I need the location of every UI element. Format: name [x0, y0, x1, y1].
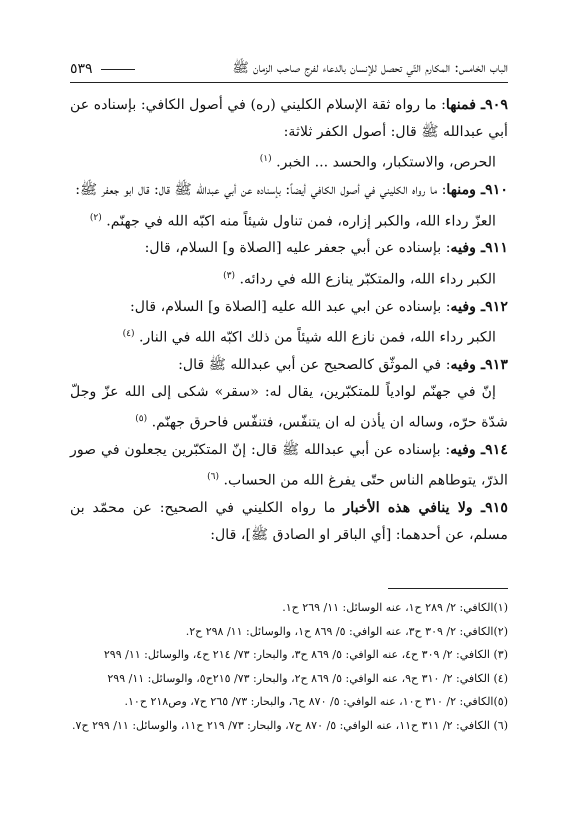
footnote-ref: (٤) [122, 328, 135, 339]
footnote-ref: (٣) [223, 270, 235, 281]
hadith-number: ٩١٢ـ وفيه [450, 298, 508, 315]
paragraph: ٩١١ـ وفيه: بإسناده عن أبي جعفر عليه [الصلاة و] السلام، قال: [144, 240, 508, 257]
footnote-ref: (٦) [207, 472, 219, 483]
paragraph: ٩١٠ـ ومنها: ما رواه الكليني في أصول الكافي أيضاً: بإسناده عن أبي عبدالله ﷺ قال: قال ابو جعفر ﷺ: [75, 182, 508, 199]
paragraph: العزّ رداء الله، والكبر إزاره، فمن تناول شيئاً منه اكبّه الله في جهنّم. $^{(٢)}$ [89, 212, 496, 230]
header-rule [70, 82, 508, 83]
hadith-number: ٩١٠ـ ومنها [446, 182, 508, 199]
footnote-ref: (٥) [135, 414, 148, 425]
footnote-ref: (٢) [89, 212, 102, 223]
paragraph: إنّ في جهنّم لوادياً للمتكبّرين، يقال له: «سقر» شكى إلى الله عزّ وجلّ شدّة حرّه، وساله ان يأذن له ان يتنفّس، فتنفّس فاحرق جهنّم. $^{(٥)}$ [70, 383, 508, 431]
footnote: (١)الكافي: ٢/ ٢٨٩ ح١، عنه الوسائل: ١١/ ٢٦٩ ح١. [282, 601, 508, 614]
footnote-separator [388, 588, 508, 589]
hadith-number: ٩١٥ـ ولا ينافي هذه الأخبار [343, 500, 508, 517]
footnote: (٤) الكافي: ٢/ ٣١٠ ح٩، عنه الوافي: ٥/ ٨٦٩ ح٢، والبحار: ٧٣/ ٢١٥ح٥، والوسائل: ١١/ ٢٩٩ [107, 671, 508, 685]
paragraph: ٩٠٩ـ فمنها: ما رواه ثقة الإسلام الكليني (ره) في أصول الكافي: بإسناده عن أبي عبدالله ﷺ قال: أصول الكفر ثلاثة: [70, 97, 508, 141]
footnotes [70, 596, 508, 737]
paragraph: ٩١٤ـ وفيه: بإسناده عن أبي عبدالله ﷺ قال: إنّ المتكبّرين يجعلون في صور الذرّ، يتوطاهم الناس حتّى يفرغ الله من الحساب. $^{(٦)}$ [70, 442, 508, 490]
paragraph: الحرص، والاستكبار، والحسد ... الخبر. $^{(١)}$ [259, 154, 496, 172]
page-number-group [70, 61, 143, 77]
running-header [70, 58, 508, 80]
footnote: (٦) الكافي: ٢/ ٣١١ ح١١، عنه الوافي: ٥/ ٨٧٠ ح٧، والبحار: ٧٣/ ٢١٩ ح١١، والوسائل: ١١/ ٢٩٩ ح٧. [72, 718, 508, 732]
hadith-number: ٩١٤ـ وفيه [450, 442, 508, 459]
footnote: (٣) الكافي: ٢/ ٣٠٩ ح٤، عنه الوافي: ٥/ ٨٦٩ ح٣، والبحار: ٧٣/ ٢١٤ ح٤، والوسائل: ١١/ ٢٩٩ [103, 648, 508, 661]
main-text [70, 92, 508, 550]
paragraph: الكبر رداء الله، والمتكبّر ينازع الله في ردائه. $^{(٣)}$ [223, 270, 496, 288]
footnote-ref: (١) [259, 154, 272, 165]
paragraph: ٩١٣ـ وفيه: في الموثّق كالصحيح عن أبي عبدالله ﷺ قال: [178, 356, 508, 373]
paragraph: ٩١٢ـ وفيه: بإسناده عن ابي عبد الله عليه [الصلاة و] السلام، قال: [129, 298, 508, 315]
paragraph: ٩١٥ـ ولا ينافي هذه الأخبار ما رواه الكليني في الصحيح: عن محمّد بن مسلم، عن أحدهما: [أي الباقر او الصادق ﷺ]، قال: [70, 500, 508, 544]
footnote: (٢)الكافي: ٢/ ٣٠٩ ح٣، عنه الوافي: ٥/ ٨٦٩ ح١، والوسائل: ١١/ ٢٩٨ ح٢. [185, 624, 508, 638]
header-dash [101, 69, 135, 70]
paragraph: الكبر رداء الله، فمن نازع الله شيئاً من ذلك اكبّه الله في النار. $^{(٤)}$ [122, 328, 496, 346]
page-number: ٥٣٩ [70, 61, 93, 77]
hadith-number: ٩١٣ـ وفيه [450, 356, 508, 373]
hadith-number: ٩١١ـ وفيه [450, 240, 508, 257]
chapter-title: الباب الخامس: المكارم التّي تحصل للإنسان بالدعاء لفرج صاحب الزمان ﷺ [232, 60, 508, 76]
hadith-number: ٩٠٩ـ فمنها [445, 97, 508, 113]
footnote: (٥)الكافي: ٢/ ٣١٠ ح١٠، عنه الوافي: ٥/ ٨٧٠ ح٦، والبحار: ٧٣/ ٢٦٥ ح٧، وص٢١٨ ح١٠. [124, 695, 508, 708]
